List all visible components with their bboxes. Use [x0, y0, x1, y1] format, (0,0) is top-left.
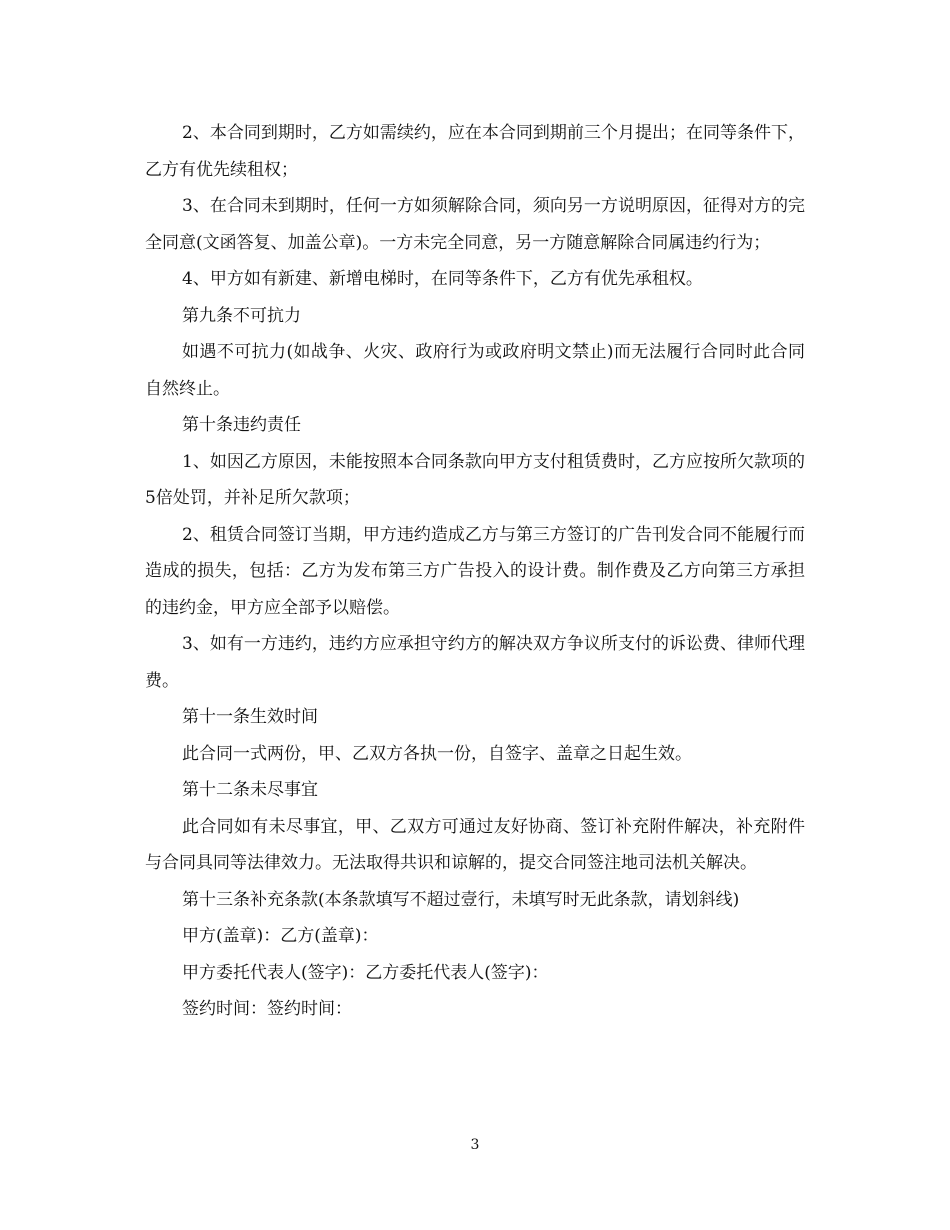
signature-date-line: 签约时间：签约时间：	[182, 999, 352, 1019]
paragraph-breach-2: 2、租赁合同签订当期，甲方违约造成乙方与第三方签订的广告刊发合同不能履行而造成的损失，包括：乙方为发布第三方广告投入的设计费。制作费及乙方向第三方承担的违约金，甲方应全部予以赔偿。	[145, 524, 805, 618]
paragraph-new-elevator-clause: 4、甲方如有新建、新增电梯时，在同等条件下，乙方有优先承租权。	[182, 269, 703, 289]
heading-article-11: 第十一条生效时间	[182, 707, 318, 727]
paragraph-force-majeure: 如遇不可抗力(如战争、火灾、政府行为或政府明文禁止)而无法履行合同时此合同自然终止。	[145, 342, 805, 399]
paragraph-renewal-clause: 2、本合同到期时，乙方如需续约，应在本合同到期前三个月提出；在同等条件下，乙方有优先续租权；	[145, 123, 805, 180]
heading-article-9: 第九条不可抗力	[182, 305, 301, 326]
paragraph-termination-clause: 3、在合同未到期时，任何一方如须解除合同，须向另一方说明原因，征得对方的完全同意(文函答复、加盖公章)。一方未完全同意，另一方随意解除合同属违约行为；	[145, 196, 805, 253]
paragraph-outstanding-matters: 此合同如有未尽事宜，甲、乙双方可通过友好协商、签订补充附件解决，补充附件与合同具同等法律效力。无法取得共识和谅解的，提交合同签注地司法机关解决。	[145, 816, 805, 873]
heading-article-13: 第十三条补充条款(本条款填写不超过壹行，未填写时无此条款，请划斜线)	[182, 889, 740, 910]
paragraph-breach-1: 1、如因乙方原因，未能按照本合同条款向甲方支付租赁费时，乙方应按所欠款项的5倍处罚，并补足所欠款项；	[145, 451, 805, 508]
document-body	[145, 115, 805, 1028]
signature-representative-line: 甲方委托代表人(签字)：乙方委托代表人(签字)：	[182, 962, 549, 983]
paragraph-effective-time: 此合同一式两份，甲、乙双方各执一份，自签字、盖章之日起生效。	[182, 743, 692, 764]
signature-seal-line: 甲方(盖章)：乙方(盖章)：	[182, 926, 379, 946]
heading-article-10: 第十条违约责任	[182, 415, 301, 435]
page-number: 3	[470, 1137, 480, 1153]
heading-article-12: 第十二条未尽事宜	[182, 780, 318, 800]
paragraph-breach-3: 3、如有一方违约，违约方应承担守约方的解决双方争议所支付的诉讼费、律师代理费。	[145, 634, 805, 691]
